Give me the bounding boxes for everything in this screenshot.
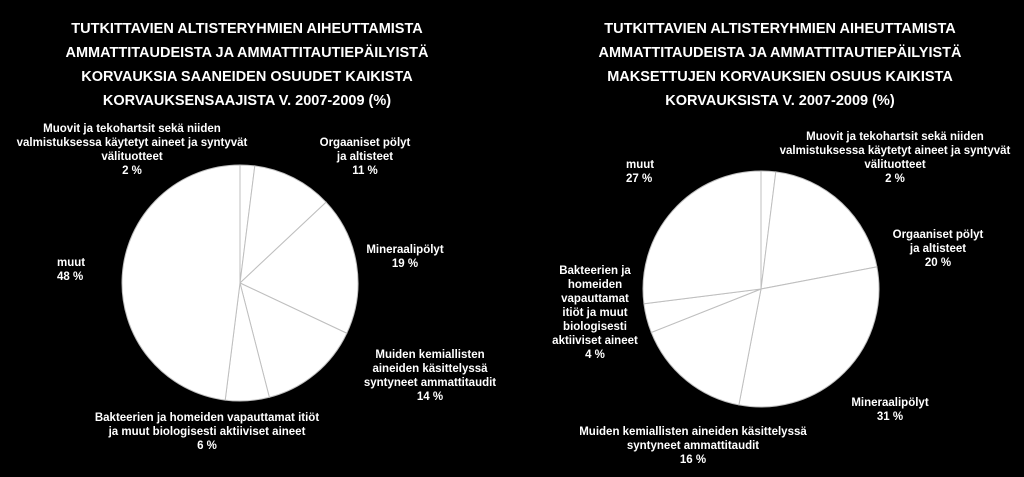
label-line: aineiden käsittelyssä bbox=[372, 363, 488, 375]
label-line: valmistuksessa käytetyt aineet ja syntyvät bbox=[779, 145, 1011, 157]
label-line: ja altisteet bbox=[336, 151, 394, 163]
title-line: TUTKITTAVIEN ALTISTERYHMIEN AIHEUTTAMISTA bbox=[71, 21, 423, 37]
label-line: muut bbox=[626, 159, 655, 171]
data-label: 11 % bbox=[352, 165, 378, 177]
label-line: Muovit ja tekohartsit sekä niiden bbox=[806, 131, 984, 143]
data-label: 2 % bbox=[122, 165, 142, 177]
label-line: syntyneet ammattitaudit bbox=[626, 440, 760, 452]
label-line: muut bbox=[57, 257, 86, 269]
title-line: KORVAUKSISTA V. 2007-2009 (%) bbox=[665, 93, 895, 109]
data-label: 27 % bbox=[626, 173, 653, 185]
label-line: aktiiviset aineet bbox=[552, 335, 638, 347]
slice-label-organic-dust bbox=[290, 136, 440, 178]
data-label: 14 % bbox=[416, 391, 444, 403]
label-line: Mineraalipölyt bbox=[851, 397, 929, 409]
slice-label-mineral-dust bbox=[350, 243, 460, 271]
label-line: Orgaaniset pölyt bbox=[319, 137, 411, 149]
label-line: Mineraalipölyt bbox=[366, 244, 444, 256]
label-line: Muovit ja tekohartsit sekä niiden bbox=[43, 123, 221, 135]
label-line: syntyneet ammattitaudit bbox=[363, 377, 497, 389]
data-label: 2 % bbox=[885, 173, 905, 185]
slice-label-bacteria bbox=[62, 411, 352, 453]
label-line: Muiden kemiallisten aineiden käsittelyssä bbox=[579, 426, 807, 438]
label-line: ja muut biologisesti aktiiviset aineet bbox=[108, 426, 306, 438]
label-line: valmistuksessa käytetyt aineet ja syntyvät bbox=[16, 137, 248, 149]
slice-label-mineral-dust bbox=[835, 396, 945, 424]
data-label: 20 % bbox=[924, 257, 952, 269]
label-line: välituotteet bbox=[864, 159, 926, 171]
data-label: 31 % bbox=[876, 411, 904, 423]
slice-label-bacteria bbox=[540, 264, 650, 362]
slice-label-other bbox=[626, 158, 686, 186]
label-line: itiöt ja muut bbox=[562, 307, 628, 319]
data-label: 6 % bbox=[197, 440, 217, 452]
title-line: AMMATTITAUDEISTA JA AMMATTITAUTIEPÄILYISTÄ bbox=[598, 45, 962, 61]
label-line: vapauttamat bbox=[561, 293, 629, 305]
pie-slice-other bbox=[122, 165, 240, 400]
label-line: biologisesti bbox=[563, 321, 627, 333]
pie-chart-recipients bbox=[122, 165, 358, 401]
label-line: Muiden kemiallisten bbox=[375, 349, 485, 361]
slice-label-plastics bbox=[770, 130, 1020, 186]
label-line: Bakteerien ja homeiden vapauttamat itiöt bbox=[94, 412, 320, 424]
label-line: Bakteerien ja bbox=[559, 265, 631, 277]
slice-label-plastics bbox=[12, 122, 252, 178]
pie-chart-payments bbox=[643, 171, 879, 407]
data-label: 19 % bbox=[391, 258, 419, 270]
label-line: Orgaaniset pölyt bbox=[892, 229, 984, 241]
label-line: välituotteet bbox=[101, 151, 163, 163]
slice-label-chemicals bbox=[345, 348, 515, 404]
data-label: 16 % bbox=[679, 454, 707, 466]
slice-label-chemicals bbox=[558, 425, 828, 467]
slice-label-other bbox=[57, 256, 117, 284]
chart-title-recipients bbox=[37, 17, 457, 113]
title-line: KORVAUKSIA SAANEIDEN OSUUDET KAIKISTA bbox=[81, 69, 413, 85]
title-line: TUTKITTAVIEN ALTISTERYHMIEN AIHEUTTAMISTA bbox=[604, 21, 956, 37]
data-label: 48 % bbox=[57, 271, 84, 283]
title-line: MAKSETTUJEN KORVAUKSIEN OSUUS KAIKISTA bbox=[607, 69, 953, 85]
pie-slice-other bbox=[643, 171, 761, 304]
data-label: 4 % bbox=[585, 349, 605, 361]
label-line: homeiden bbox=[567, 279, 623, 291]
slice-label-organic-dust bbox=[868, 228, 1008, 270]
chart-title-payments bbox=[560, 17, 1000, 113]
label-line: ja altisteet bbox=[909, 243, 967, 255]
title-line: AMMATTITAUDEISTA JA AMMATTITAUTIEPÄILYISTÄ bbox=[65, 45, 429, 61]
title-line: KORVAUKSENSAAJISTA V. 2007-2009 (%) bbox=[102, 93, 392, 109]
